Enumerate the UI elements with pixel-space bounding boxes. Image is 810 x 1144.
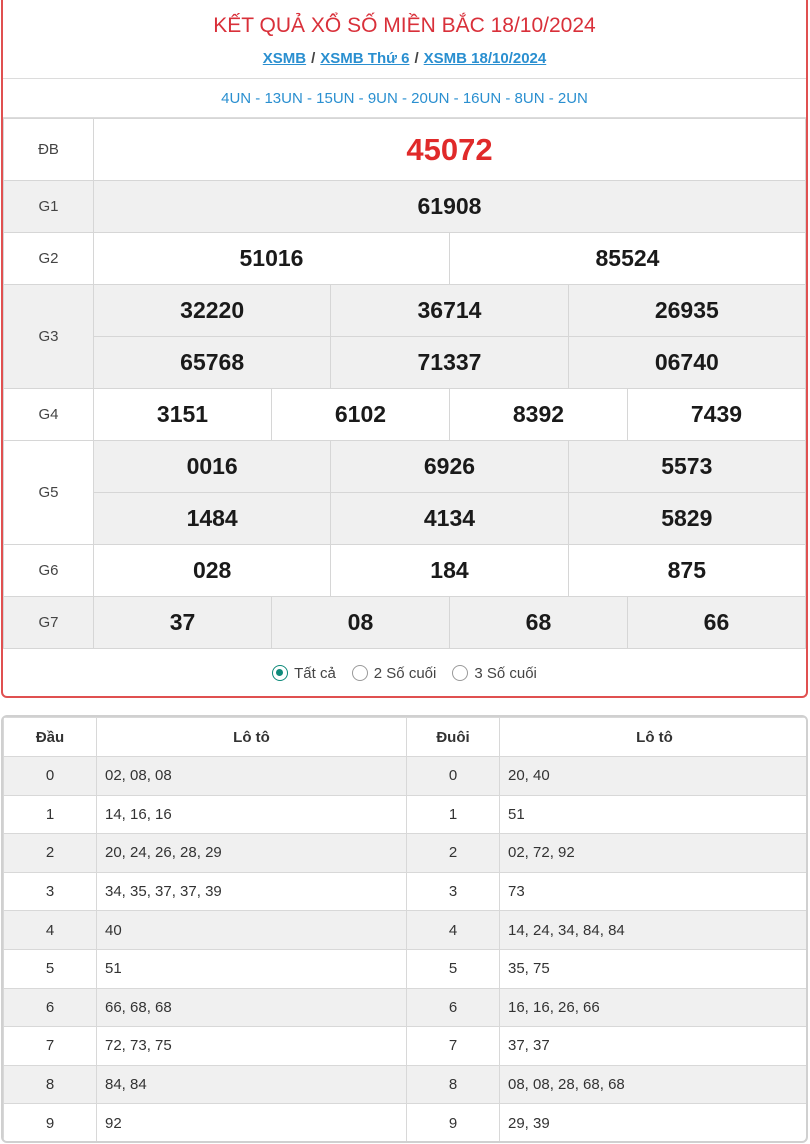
filter-option-label: 2 Số cuối <box>373 664 437 682</box>
prize-number: 08 <box>271 597 449 649</box>
table-row <box>4 911 809 950</box>
prize-label: G5 <box>4 441 94 545</box>
duoi-cell: 4 <box>407 911 500 950</box>
dau-cell: 8 <box>4 1065 97 1104</box>
prize-number: 06740 <box>568 337 805 389</box>
dau-cell: 2 <box>4 834 97 873</box>
column-header-loto: Lô tô <box>97 718 407 757</box>
duoi-cell: 2 <box>407 834 500 873</box>
dau-cell: 3 <box>4 872 97 911</box>
table-row <box>4 988 809 1027</box>
duoi-cell: 3 <box>407 872 500 911</box>
radio-selected-icon[interactable] <box>272 665 288 681</box>
duoi-values-cell: 14, 24, 34, 84, 84 <box>500 911 809 950</box>
duoi-values-cell: 08, 08, 28, 68, 68 <box>500 1065 809 1104</box>
table-row <box>4 1065 809 1104</box>
prize-row-g5 <box>4 441 806 493</box>
table-row <box>4 757 809 796</box>
duoi-values-cell: 73 <box>500 872 809 911</box>
prize-label: G3 <box>4 285 94 389</box>
dau-cell: 1 <box>4 795 97 834</box>
table-row <box>4 1104 809 1143</box>
prize-row-db <box>4 119 806 181</box>
prize-number: 4134 <box>331 493 568 545</box>
prize-codes: 4UN - 13UN - 15UN - 9UN - 20UN - 16UN - 8UN - 2UN <box>3 78 806 118</box>
prize-label: G1 <box>4 181 94 233</box>
filter-option-label: 3 Số cuối <box>474 664 537 682</box>
column-header-dau: Đầu <box>4 718 97 757</box>
page-title: KẾT QUẢ XỔ SỐ MIỀN BẮC 18/10/2024 <box>213 14 596 37</box>
prize-label: ĐB <box>4 119 94 181</box>
breadcrumb-separator: / <box>311 50 316 67</box>
prize-row-g3 <box>4 337 806 389</box>
dau-cell: 6 <box>4 988 97 1027</box>
breadcrumb-xsmb-link[interactable]: XSMB <box>262 50 307 67</box>
prize-number: 51016 <box>94 233 450 285</box>
filter-last2-option[interactable] <box>352 665 437 682</box>
prize-label: G2 <box>4 233 94 285</box>
radio-unselected-icon[interactable] <box>452 665 468 681</box>
prize-number: 7439 <box>627 389 805 441</box>
filter-last3-option[interactable] <box>452 665 537 682</box>
prize-number: 68 <box>449 597 627 649</box>
duoi-values-cell: 16, 16, 26, 66 <box>500 988 809 1027</box>
dau-values-cell: 34, 35, 37, 37, 39 <box>97 872 407 911</box>
prize-label: G4 <box>4 389 94 441</box>
duoi-cell: 9 <box>407 1104 500 1143</box>
prize-number: 0016 <box>94 441 331 493</box>
special-prize-number: 45072 <box>94 119 806 181</box>
prize-number: 65768 <box>94 337 331 389</box>
dau-values-cell: 02, 08, 08 <box>97 757 407 796</box>
duoi-values-cell: 37, 37 <box>500 1027 809 1066</box>
prize-number: 26935 <box>568 285 805 337</box>
prize-row-g1 <box>4 181 806 233</box>
duoi-values-cell: 02, 72, 92 <box>500 834 809 873</box>
prize-number: 36714 <box>331 285 568 337</box>
dau-values-cell: 66, 68, 68 <box>97 988 407 1027</box>
dau-values-cell: 72, 73, 75 <box>97 1027 407 1066</box>
prize-number: 6102 <box>271 389 449 441</box>
prize-number: 1484 <box>94 493 331 545</box>
dau-values-cell: 92 <box>97 1104 407 1143</box>
dau-cell: 9 <box>4 1104 97 1143</box>
prize-number: 5573 <box>568 441 805 493</box>
prize-number: 184 <box>331 545 568 597</box>
loto-panel <box>1 715 808 1143</box>
dau-cell: 5 <box>4 949 97 988</box>
duoi-values-cell: 29, 39 <box>500 1104 809 1143</box>
loto-table <box>3 717 808 1143</box>
dau-values-cell: 40 <box>97 911 407 950</box>
prize-number: 32220 <box>94 285 331 337</box>
prize-number: 028 <box>94 545 331 597</box>
dau-values-cell: 14, 16, 16 <box>97 795 407 834</box>
dau-values-cell: 51 <box>97 949 407 988</box>
dau-cell: 0 <box>4 757 97 796</box>
table-row <box>4 872 809 911</box>
prize-label: G6 <box>4 545 94 597</box>
prize-number: 66 <box>627 597 805 649</box>
loto-header-row <box>4 718 809 757</box>
duoi-cell: 0 <box>407 757 500 796</box>
prize-number: 85524 <box>449 233 805 285</box>
duoi-cell: 7 <box>407 1027 500 1066</box>
prize-number: 5829 <box>568 493 805 545</box>
column-header-loto: Lô tô <box>500 718 809 757</box>
digit-filter <box>3 649 806 697</box>
breadcrumb-separator: / <box>414 50 419 67</box>
prize-number: 875 <box>568 545 805 597</box>
prize-row-g6 <box>4 545 806 597</box>
duoi-cell: 8 <box>407 1065 500 1104</box>
prize-row-g3 <box>4 285 806 337</box>
prize-row-g4 <box>4 389 806 441</box>
breadcrumb-xsmb-date-link[interactable]: XSMB 18/10/2024 <box>423 50 547 67</box>
dau-values-cell: 20, 24, 26, 28, 29 <box>97 834 407 873</box>
duoi-values-cell: 20, 40 <box>500 757 809 796</box>
table-row <box>4 795 809 834</box>
breadcrumb-xsmb-thu6-link[interactable]: XSMB Thứ 6 <box>320 50 410 67</box>
prize-table <box>3 118 806 649</box>
filter-option-label: Tất cả <box>294 664 336 682</box>
table-row <box>4 834 809 873</box>
breadcrumb <box>3 50 806 78</box>
prize-number: 8392 <box>449 389 627 441</box>
duoi-cell: 5 <box>407 949 500 988</box>
lottery-result-panel <box>1 0 808 698</box>
prize-number: 71337 <box>331 337 568 389</box>
prize-number: 3151 <box>94 389 272 441</box>
column-header-duoi: Đuôi <box>407 718 500 757</box>
prize-row-g7 <box>4 597 806 649</box>
radio-unselected-icon[interactable] <box>352 665 368 681</box>
prize-label: G7 <box>4 597 94 649</box>
dau-cell: 7 <box>4 1027 97 1066</box>
duoi-cell: 1 <box>407 795 500 834</box>
dau-cell: 4 <box>4 911 97 950</box>
prize-row-g5 <box>4 493 806 545</box>
duoi-cell: 6 <box>407 988 500 1027</box>
prize-number: 37 <box>94 597 272 649</box>
dau-values-cell: 84, 84 <box>97 1065 407 1104</box>
duoi-values-cell: 35, 75 <box>500 949 809 988</box>
table-row <box>4 949 809 988</box>
duoi-values-cell: 51 <box>500 795 809 834</box>
table-row <box>4 1027 809 1066</box>
filter-all-option[interactable] <box>272 665 336 682</box>
prize-number: 6926 <box>331 441 568 493</box>
prize-number: 61908 <box>94 181 806 233</box>
prize-row-g2 <box>4 233 806 285</box>
